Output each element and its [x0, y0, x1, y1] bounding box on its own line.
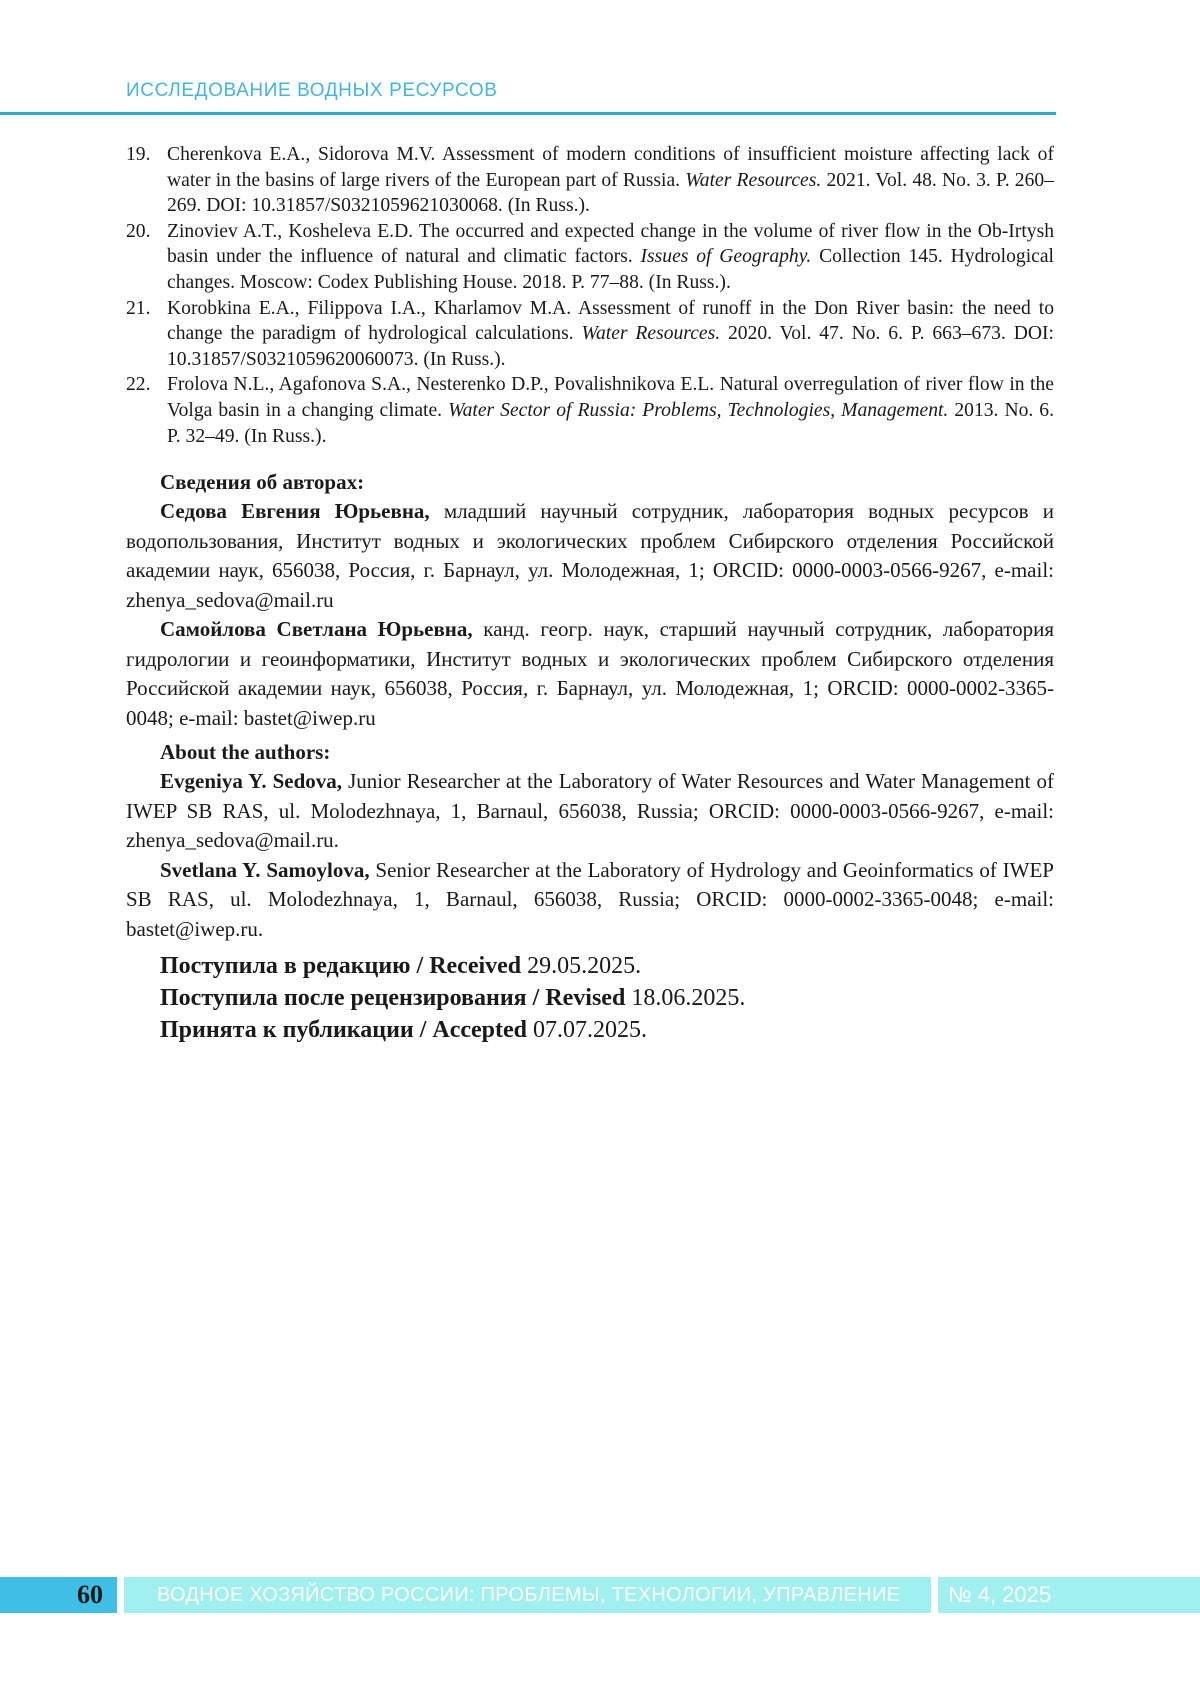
author-entry	[126, 856, 1054, 945]
page-footer	[0, 1577, 1200, 1613]
author-entry	[126, 767, 1054, 856]
author-info-ru-title: Сведения об авторах:	[160, 470, 365, 494]
issue-number: № 4, 2025	[938, 1577, 1200, 1613]
running-header	[0, 80, 1056, 115]
reference-journal: Water Resources.	[581, 323, 721, 345]
date-received	[160, 950, 745, 982]
reference-number: 20.	[126, 220, 151, 242]
author-name: Evgeniya Y. Sedova,	[160, 769, 343, 793]
publication-dates	[160, 950, 745, 1046]
date-value: 29.05.2025.	[521, 953, 642, 979]
reference-tail: 2013. No. 6. P. 32–49. (In Russ.).	[167, 399, 1054, 447]
author-details: младший научный сотрудник, лаборатория водных ресурсов и водопользования, Институт водных и экологических проблем Сибирского отделения Российской академии наук, 656038, Россия, г. Барнаул, ул. Молодежная, 1; ORCID: 0000-0003-0566-9267, e-mail: zhenya_sedova@mail.ru	[126, 499, 1054, 612]
reference-text: Zinoviev A.T., Kosheleva E.D. The occurred and expected change in the volume of river flow in the Ob-Irtysh basin under the influence of natural and climatic factors.	[167, 220, 1054, 268]
reference-list	[126, 142, 1054, 449]
reference-item	[126, 372, 1054, 449]
section-title: ИССЛЕДОВАНИЕ ВОДНЫХ РЕСУРСОВ	[126, 80, 498, 101]
reference-journal: Water Sector of Russia: Problems, Technologies, Management.	[448, 399, 949, 421]
date-label: Поступила в редакцию / Received	[160, 953, 522, 979]
reference-tail: 2021. Vol. 48. No. 3. P. 260–269. DOI: 10.31857/S0321059621030068. (In Russ.).	[167, 169, 1054, 217]
reference-tail: 2020. Vol. 47. No. 6. P. 663–673. DOI: 10.31857/S0321059620060073. (In Russ.).	[167, 323, 1054, 370]
author-info-ru	[126, 468, 1054, 733]
reference-item	[126, 219, 1054, 296]
author-entry	[126, 615, 1054, 733]
reference-number: 19.	[126, 144, 151, 165]
reference-item	[126, 296, 1054, 373]
author-info-en	[126, 738, 1054, 944]
date-label: Поступила после рецензирования / Revised	[160, 985, 626, 1011]
reference-text: Frolova N.L., Agafonova S.A., Nesterenko D.P., Povalishnikova E.L. Natural overregulation of river flow in the Volga basin in a changing climate.	[167, 374, 1054, 421]
author-info-en-title: About the authors:	[160, 740, 331, 764]
date-revised	[160, 982, 745, 1014]
author-entry	[126, 497, 1054, 615]
reference-journal: Issues of Geography.	[640, 246, 812, 268]
author-details: канд. геогр. наук, старший научный сотрудник, лаборатория гидрологии и геоинформатики, Институт водных и экологических проблем Сибирского отделения Российской академии наук, 656038, Россия, г. Барнаул, ул. Молодежная, 1; ORCID: 0000-0002-3365-0048; e-mail: bastet@iwep.ru	[126, 617, 1054, 730]
date-value: 18.06.2025.	[625, 985, 746, 1011]
author-name: Седова Евгения Юрьевна,	[160, 499, 430, 523]
date-value: 07.07.2025.	[527, 1017, 648, 1043]
author-details: Senior Researcher at the Laboratory of Hydrology and Geoinformatics of IWEP SB RAS, ul. Molodezhnaya, 1, Barnaul, 656038, Russia; ORCID: 0000-0002-3365-0048; e-mail: bastet@iwep.ru.	[126, 857, 1054, 941]
reference-tail: Collection 145. Hydrological changes. Moscow: Codex Publishing House. 2018. P. 77–88. (In Russ.).	[167, 246, 1055, 293]
reference-text: Cherenkova E.A., Sidorova M.V. Assessment of modern conditions of insufficient moisture affecting lack of water in the basins of large rivers of the European part of Russia.	[167, 144, 1054, 191]
reference-text: Korobkina E.A., Filippova I.A., Kharlamov M.A. Assessment of runoff in the Don River basin: the need to change the paradigm of hydrological calculations.	[167, 297, 1054, 345]
author-details: Junior Researcher at the Laboratory of Water Resources and Water Management of IWEP SB RAS, ul. Molodezhnaya, 1, Barnaul, 656038, Russia; ORCID: 0000-0003-0566-9267, e-mail: zhenya_sedova@mail.ru.	[126, 769, 1054, 852]
reference-number: 22.	[126, 374, 151, 396]
reference-item	[126, 142, 1054, 219]
author-name: Самойлова Светлана Юрьевна,	[160, 617, 473, 641]
journal-name: ВОДНОЕ ХОЗЯЙСТВО РОССИИ: ПРОБЛЕМЫ, ТЕХНОЛОГИИ, УПРАВЛЕНИЕ	[124, 1577, 931, 1613]
author-name: Svetlana Y. Samoylova,	[160, 857, 370, 882]
reference-journal: Water Resources.	[685, 169, 822, 191]
reference-number: 21.	[126, 297, 151, 319]
page-number: 60	[0, 1577, 117, 1613]
date-accepted	[160, 1014, 745, 1046]
date-label: Принята к публикации / Accepted	[160, 1017, 528, 1043]
